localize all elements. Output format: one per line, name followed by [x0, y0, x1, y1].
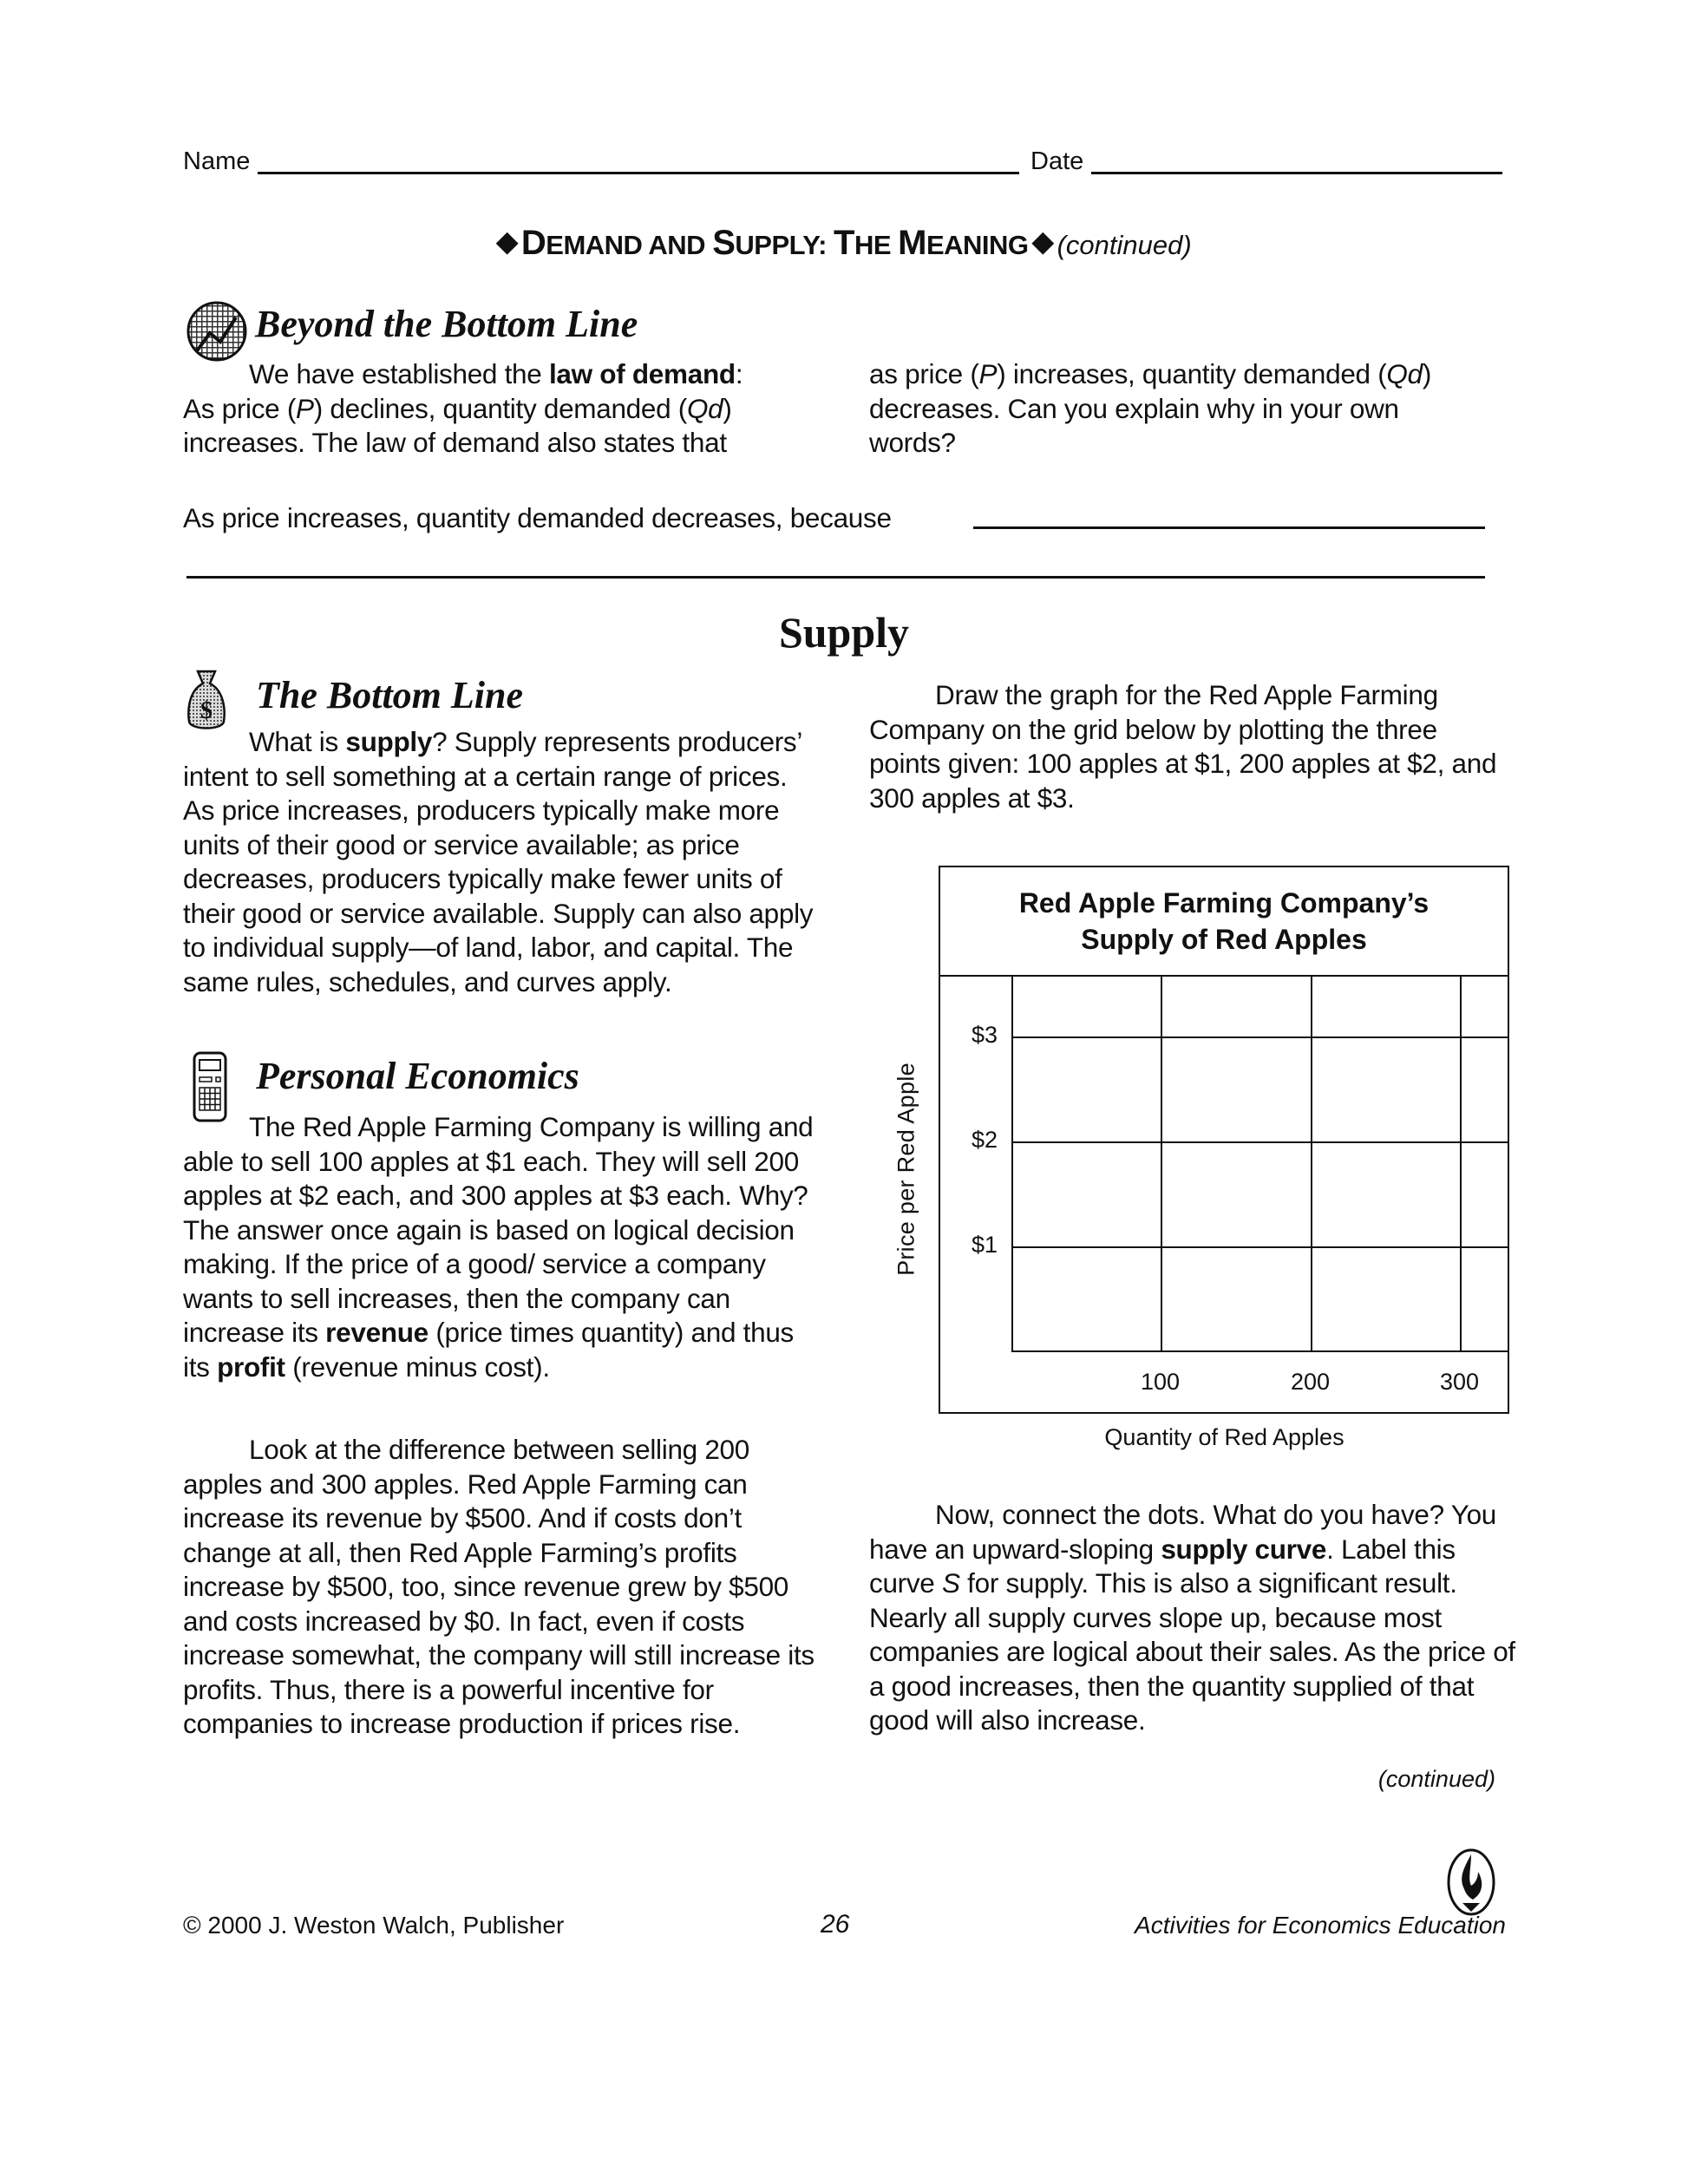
continued-note: (continued): [1377, 1766, 1495, 1792]
section-heading-beyond: Beyond the Bottom Line: [255, 303, 638, 345]
y-tick-1: $1: [972, 1232, 998, 1258]
copyright-text: © 2000 J. Weston Walch, Publisher: [183, 1912, 565, 1939]
diamond-icon: ◆: [496, 226, 518, 257]
answer-prompt: As price increases, quantity demanded decreases, because: [183, 502, 892, 533]
page-title: [0, 224, 1688, 263]
section-heading-personal-economics: Personal Economics: [256, 1055, 579, 1097]
grid-line-x-300: [1460, 976, 1462, 1352]
title-text: DEMAND AND SUPPLY: THE MEANING: [520, 224, 1029, 262]
title-continued: (continued): [1057, 230, 1192, 260]
beyond-left-text: We have established the law of demand: As price (P) declines, quantity demanded (Qd) increases. The law of demand also states that: [183, 358, 743, 458]
personal-economics-text-1: The Red Apple Farming Company is willing and able to sell 100 apples at $1 each. They will sell 200 apples at $2 each, and 300 apples at $3 each. Why? The answer once again is based on logical decision making. If the price of a good/ service a company wants to sell increases, then the company can increase its revenue (price times quantity) and thus its profit (revenue minus cost).: [183, 1111, 814, 1383]
grid-line-y-1: [1011, 1246, 1508, 1248]
x-axis-label: Quantity of Red Apples: [1104, 1424, 1345, 1450]
graph-title: Red Apple Farming Company’s Supply of Red Apples: [940, 867, 1508, 977]
globe-chart-icon: [186, 300, 248, 363]
grid-line-x-200: [1311, 976, 1312, 1352]
date-label: Date: [1030, 147, 1084, 175]
personal-economics-text-2: Look at the difference between selling 200 apples and 300 apples. Red Apple Farming can increase its revenue by $500. And if costs don’t change at all, then Red Apple Farming’s profits increase by $500, too, since revenue grew by $500 and costs increased by $0. In fact, even if costs increase somewhat, the company will still increase its profits. Thus, there is a powerful incentive for companies to increase production if prices rise.: [183, 1434, 815, 1739]
y-axis-line: [1011, 976, 1013, 1352]
grid-line-y-3: [1011, 1036, 1508, 1038]
section-heading-bottom-line: The Bottom Line: [256, 674, 523, 716]
supply-graph: [939, 866, 1509, 1414]
money-bag-icon: [186, 668, 227, 734]
supply-heading: Supply: [778, 608, 910, 657]
grid-line-y-2: [1011, 1141, 1508, 1143]
svg-text:$: $: [200, 697, 213, 724]
diamond-icon: ◆: [1032, 226, 1054, 257]
x-axis-line: [1011, 1350, 1508, 1352]
answer-line-2[interactable]: [186, 576, 1485, 579]
y-tick-3: $3: [972, 1022, 998, 1048]
y-axis-label: Price per Red Apple: [893, 1063, 919, 1276]
beyond-right-text: as price (P) increases, quantity demanded (Qd) decreases. Can you explain why in your own words?: [869, 358, 1432, 458]
conclusion-text: Now, connect the dots. What do you have? You have an upward-sloping supply curve. Label this curve S for supply. This is also a significant result. Nearly all supply curves slope up, because most companies are logical about their sales. As the price of a good increases, then the quantity supplied of that good will also increase.: [869, 1499, 1515, 1736]
x-tick-200: 200: [1291, 1369, 1331, 1395]
x-tick-100: 100: [1141, 1369, 1181, 1395]
answer-line-1[interactable]: [973, 526, 1485, 529]
grid-line-x-100: [1161, 976, 1162, 1352]
book-title: Activities for Economics Education: [1135, 1912, 1506, 1939]
name-field[interactable]: [258, 172, 1019, 174]
page-number: 26: [821, 1910, 850, 1939]
y-tick-2: $2: [972, 1127, 998, 1153]
name-label: Name: [183, 147, 251, 175]
graph-instructions: Draw the graph for the Red Apple Farming Company on the grid below by plotting the three points given: 100 apples at $1, 200 apples at $2, and 300 apples at $3.: [869, 679, 1497, 814]
x-tick-300: 300: [1440, 1369, 1480, 1395]
publisher-flame-logo-icon: [1436, 1847, 1506, 1917]
date-field[interactable]: [1091, 172, 1502, 174]
bottom-line-text: What is supply? Supply represents producers’ intent to sell something at a certain range of prices. As price increases, producers typically make more units of their good or service available; as price decreases, producers typically make fewer units of their good or service available. Supply can also apply to individual supply—of land, labor, and capital. The same rules, schedules, and curves apply.: [183, 726, 814, 997]
